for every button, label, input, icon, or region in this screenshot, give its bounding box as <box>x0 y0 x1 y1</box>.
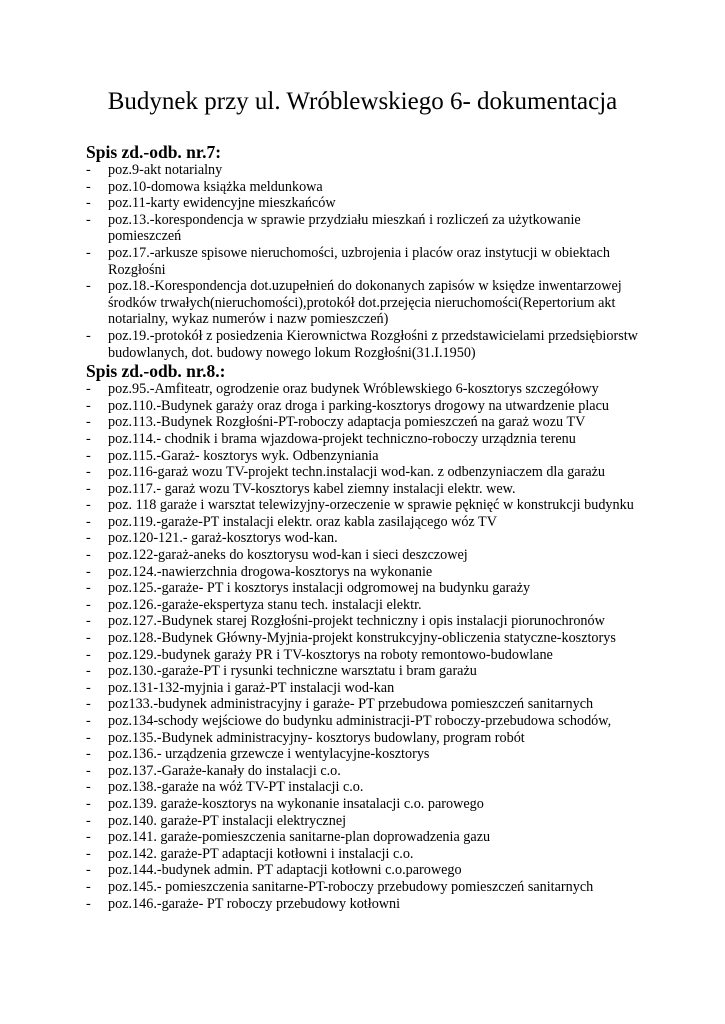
bullet-dash: - <box>86 430 91 447</box>
list-item <box>86 613 646 630</box>
list-item <box>86 696 646 713</box>
list-item <box>86 846 646 863</box>
bullet-dash: - <box>86 414 91 431</box>
list-item <box>86 162 646 179</box>
bullet-dash: - <box>86 679 91 696</box>
list-item <box>86 879 646 896</box>
bullet-dash: - <box>86 729 91 746</box>
item-text: poz.134-schody wejściowe do budynku administracji-PT roboczy-przebudowa schodów, <box>108 713 612 729</box>
list-item <box>86 278 646 328</box>
item-text: poz133.-budynek administracyjny i garaże- PT przebudowa pomieszczeń sanitarnych <box>108 696 594 713</box>
bullet-dash: - <box>86 530 91 547</box>
bullet-dash: - <box>86 762 91 779</box>
section-spis-8 <box>86 361 646 912</box>
list-item <box>86 245 646 278</box>
bullet-dash: - <box>86 596 91 613</box>
list-item <box>86 514 646 531</box>
bullet-dash: - <box>86 878 91 895</box>
list-item <box>86 862 646 879</box>
item-text: poz.11-karty ewidencyjne mieszkańców <box>108 195 336 212</box>
item-text: poz.140. garaże-PT instalacji elektrycznej <box>108 812 347 829</box>
list-item <box>86 448 646 465</box>
item-text: poz.130.-garaże-PT i rysunki techniczne warsztatu i bram garażu <box>108 663 477 680</box>
bullet-dash: - <box>86 895 91 912</box>
item-text: poz.138.-garaże na wóż TV-PT instalacji c.o. <box>108 779 364 796</box>
list-item <box>86 779 646 796</box>
item-text: poz.129.-budynek garaży PR i TV-kosztorys na roboty remontowo-budowlane <box>108 646 553 663</box>
bullet-dash: - <box>86 513 91 530</box>
list-item <box>86 328 646 361</box>
item-text: poz. 118 garaże i warsztat telewizyjny-orzeczenie w sprawie pęknięć w konstrukcji budynku <box>108 497 634 514</box>
item-text: poz.131-132-myjnia i garaż-PT instalacji wod-kan <box>108 679 395 696</box>
item-text: poz.128.-Budynek Główny-Myjnia-projekt konstrukcyjny-obliczenia statyczne-kosztorys <box>108 630 616 647</box>
item-text: poz.9-akt notarialny <box>108 162 223 178</box>
item-text: poz.19.-protokół z posiedzenia Kierownictwa Rozgłośni z przedstawicielami przedsiębiorstw budowlanych, dot. budowy nowego lokum Rozgłośni(31.I.1950) <box>108 327 638 361</box>
bullet-dash: - <box>86 829 91 846</box>
list-item <box>86 547 646 564</box>
list-item <box>86 398 646 415</box>
list-item <box>86 414 646 431</box>
bullet-dash: - <box>86 563 91 580</box>
bullet-dash: - <box>86 178 91 195</box>
item-text: poz.13.-korespondencja w sprawie przydziału mieszkań i rozliczeń za użytkowanie pomieszczeń <box>108 211 581 245</box>
section-spis-7 <box>86 142 646 361</box>
bullet-dash: - <box>86 547 91 564</box>
list-item <box>86 796 646 813</box>
list-item <box>86 464 646 481</box>
list-item <box>86 730 646 747</box>
list-item <box>86 212 646 245</box>
item-text: poz.125.-garaże- PT i kosztorys instalacji odgromowej na budynku garaży <box>108 580 531 597</box>
list-item <box>86 431 646 448</box>
item-text: poz.146.-garaże- PT roboczy przebudowy kotłowni <box>108 895 401 912</box>
bullet-dash: - <box>86 580 91 597</box>
list-item <box>86 647 646 664</box>
bullet-dash: - <box>86 464 91 481</box>
list-item <box>86 763 646 780</box>
bullet-dash: - <box>86 862 91 879</box>
item-text: poz.141. garaże-pomieszczenia sanitarne-plan doprowadzenia gazu <box>108 829 491 846</box>
list-item <box>86 195 646 212</box>
item-text: poz.124.-nawierzchnia drogowa-kosztorys na wykonanie <box>108 563 433 580</box>
item-text: poz.122-garaż-aneks do kosztorysu wod-kan i sieci deszczowej <box>108 547 468 564</box>
bullet-dash: - <box>86 696 91 713</box>
section-heading: Spis zd.-odb. nr.8.: <box>86 361 226 382</box>
item-text: poz.136.- urządzenia grzewcze i wentylacyjne-kosztorys <box>108 746 430 763</box>
item-text: poz.139. garaże-kosztorys na wykonanie insatalacji c.o. parowego <box>108 795 484 812</box>
list-item <box>86 713 646 730</box>
list-item <box>86 746 646 763</box>
list-item <box>86 663 646 680</box>
item-text: poz.145.- pomieszczenia sanitarne-PT-roboczy przebudowy pomieszczeń sanitarnych <box>108 878 594 895</box>
list-item <box>86 564 646 581</box>
item-text: poz.126.-garaże-ekspertyza stanu tech. instalacji elektr. <box>108 596 422 613</box>
item-text: poz.142. garaże-PT adaptacji kotłowni i instalacji c.o. <box>108 845 414 862</box>
bullet-dash: - <box>86 646 91 663</box>
section-heading: Spis zd.-odb. nr.7: <box>86 142 222 162</box>
item-text: poz.116-garaż wozu TV-projekt techn.instalacji wod-kan. z odbenzyniaczem dla garażu <box>108 464 606 481</box>
document-content <box>86 142 646 912</box>
item-text: poz.95.-Amfiteatr, ogrodzenie oraz budynek Wróblewskiego 6-kosztorys szczegółowy <box>108 381 599 398</box>
bullet-dash: - <box>86 278 91 295</box>
bullet-dash: - <box>86 663 91 680</box>
bullet-dash: - <box>86 162 91 178</box>
bullet-dash: - <box>86 779 91 796</box>
list-item <box>86 179 646 196</box>
bullet-dash: - <box>86 746 91 763</box>
bullet-dash: - <box>86 244 91 261</box>
bullet-dash: - <box>86 630 91 647</box>
bullet-dash: - <box>86 447 91 464</box>
list-item <box>86 530 646 547</box>
item-text: poz.10-domowa książka meldunkowa <box>108 178 323 195</box>
bullet-dash: - <box>86 397 91 414</box>
item-text: poz.144.-budynek admin. PT adaptacji kotłowni c.o.parowego <box>108 862 462 879</box>
bullet-dash: - <box>86 845 91 862</box>
bullet-dash: - <box>86 497 91 514</box>
item-text: poz.119.-garaże-PT instalacji elektr. oraz kabla zasilającego wóz TV <box>108 513 497 530</box>
item-text: poz.135.-Budynek administracyjny- kosztorys budowlany, program robót <box>108 729 525 746</box>
list-item <box>86 381 646 398</box>
bullet-dash: - <box>86 381 91 398</box>
item-text: poz.120-121.- garaż-kosztorys wod-kan. <box>108 530 338 547</box>
list-item <box>86 580 646 597</box>
list-item <box>86 630 646 647</box>
bullet-dash: - <box>86 613 91 630</box>
list-item <box>86 813 646 830</box>
item-list <box>86 381 646 912</box>
document-title: Budynek przy ul. Wróblewskiego 6- dokumentacja <box>107 88 618 115</box>
item-text: poz.113.-Budynek Rozgłośni-PT-roboczy adaptacja pomieszczeń na garaż wozu TV <box>108 414 586 431</box>
item-text: poz.110.-Budynek garaży oraz droga i parking-kosztorys drogowy na utwardzenie placu <box>108 397 609 414</box>
bullet-dash: - <box>86 195 91 212</box>
item-text: poz.115.-Garaż- kosztorys wyk. Odbenzyniania <box>108 447 379 464</box>
bullet-dash: - <box>86 795 91 812</box>
item-list <box>86 162 646 361</box>
list-item <box>86 896 646 913</box>
list-item <box>86 497 646 514</box>
bullet-dash: - <box>86 713 91 729</box>
item-text: poz.17.-arkusze spisowe nieruchomości, uzbrojenia i placów oraz instytucji w obiektach Rozgłośni <box>108 244 610 278</box>
bullet-dash: - <box>86 211 91 228</box>
list-item <box>86 597 646 614</box>
list-item <box>86 829 646 846</box>
item-text: poz.114.- chodnik i brama wjazdowa-projekt techniczno-roboczy urządznia terenu <box>108 430 576 447</box>
bullet-dash: - <box>86 812 91 829</box>
item-text: poz.117.- garaż wozu TV-kosztorys kabel ziemny instalacji elektr. wew. <box>108 480 516 497</box>
list-item <box>86 481 646 498</box>
list-item <box>86 680 646 697</box>
item-text: poz.127.-Budynek starej Rozgłośni-projekt techniczny i opis instalacji piorunochronów <box>108 613 605 630</box>
item-text: poz.18.-Korespondencja dot.uzupełnień do dokonanych zapisów w księdze inwentarzowej środków trwałych(nieruchomości),protokół dot.przejęcia nieruchomości(Repertorium akt notarialny, wykaz numerów i nazw pomieszczeń) <box>108 278 622 328</box>
bullet-dash: - <box>86 327 91 344</box>
bullet-dash: - <box>86 480 91 497</box>
item-text: poz.137.-Garaże-kanały do instalacji c.o. <box>108 762 341 779</box>
